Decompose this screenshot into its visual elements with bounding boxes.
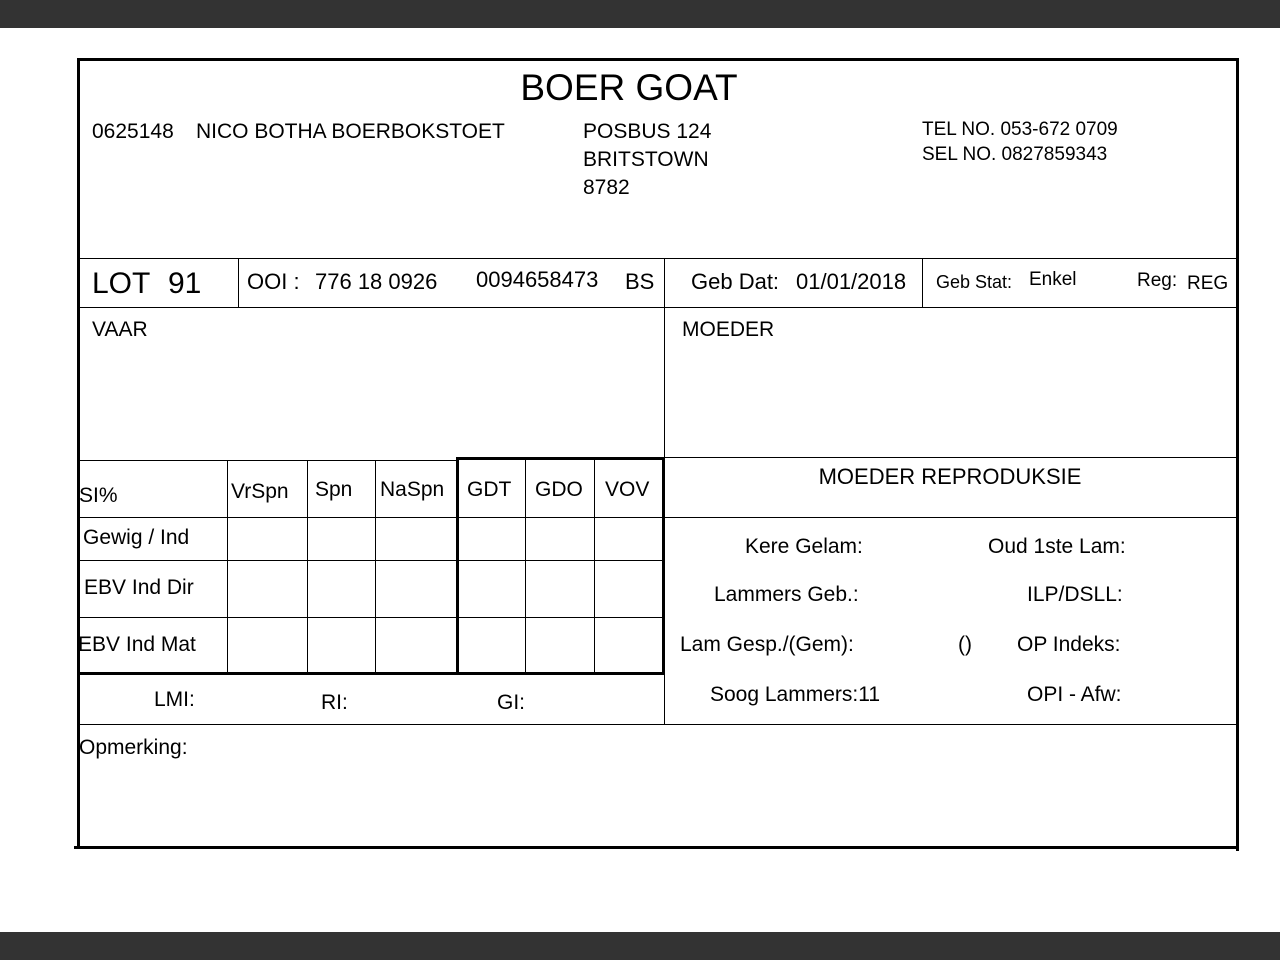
lmi-label: LMI:	[154, 688, 195, 711]
col-header-naspn: NaSpn	[380, 478, 445, 501]
reg-value: REG	[1187, 273, 1229, 294]
gi-label: GI:	[497, 691, 526, 714]
address-line-2: BRITSTOWN	[583, 148, 709, 171]
opi-afw-label: OPI - Afw:	[1027, 683, 1122, 706]
rule-below-lot-row	[80, 307, 1236, 308]
ilp-dsll-label: ILP/DSLL:	[1027, 583, 1123, 606]
cellphone: SEL NO. 0827859343	[922, 144, 1108, 165]
rule-below-header	[80, 258, 1236, 259]
rule-lot-divider	[238, 258, 239, 307]
frame-bottom	[74, 846, 1239, 849]
birth-date: 01/01/2018	[796, 269, 907, 294]
lot-label: LOT	[92, 267, 151, 300]
col-header-gdt: GDT	[467, 478, 512, 501]
telephone: TEL NO. 053-672 0709	[922, 119, 1118, 140]
oud-1ste-lam-label: Oud 1ste Lam:	[988, 535, 1126, 558]
rule-table-right	[662, 457, 665, 675]
rule-above-remarks	[80, 724, 1236, 725]
top-dark-band	[0, 0, 1280, 28]
row-label-ebv-ind-dir: EBV Ind Dir	[84, 576, 194, 599]
registration-number: 0094658473	[476, 267, 599, 292]
rule-col-c	[375, 460, 376, 674]
ri-label: RI:	[321, 691, 348, 714]
lam-gesp-label: Lam Gesp./(Gem):	[680, 633, 854, 656]
rule-below-row-1	[80, 560, 664, 561]
breeder-number: 0625148	[92, 120, 174, 143]
rule-col-e	[594, 460, 595, 674]
sire-label: VAAR	[92, 318, 148, 341]
lam-gesp-value: ()	[958, 633, 972, 656]
address-line-1: POSBUS 124	[583, 120, 712, 143]
birth-date-label: Geb Dat:	[691, 269, 780, 294]
rule-right-above-reproduction	[664, 457, 1236, 458]
rule-left-above-table	[80, 460, 458, 461]
rule-below-table-header	[80, 517, 1236, 518]
col-header-spn: Spn	[315, 478, 353, 501]
col-header-gdo: GDO	[535, 478, 583, 501]
op-indeks-label: OP Indeks:	[1017, 633, 1121, 656]
reg-label: Reg:	[1137, 270, 1178, 291]
row-label-gewig-ind: Gewig / Ind	[83, 526, 190, 549]
remarks-label: Opmerking:	[79, 736, 188, 759]
rule-col-a	[227, 460, 228, 674]
lot-number: 91	[168, 267, 202, 300]
birth-status: Enkel	[1029, 269, 1077, 290]
ooi-number: 776 18 0926	[315, 269, 438, 294]
dam-reproduction-title: MOEDER REPRODUKSIE	[818, 464, 1082, 489]
card-title: BOER GOAT	[520, 67, 738, 108]
si-percent-label: SI%	[79, 484, 118, 507]
frame-top	[77, 58, 1239, 61]
ooi-label: OOI :	[247, 269, 300, 294]
address-line-3: 8782	[583, 176, 630, 199]
rule-col-d	[525, 460, 526, 674]
dam-label: MOEDER	[682, 318, 775, 341]
kere-gelam-label: Kere Gelam:	[745, 535, 863, 558]
col-header-vrspn: VrSpn	[231, 480, 289, 503]
breed-code: BS	[625, 269, 655, 294]
soog-lammers-label: Soog Lammers:11	[710, 683, 881, 706]
rule-below-row-2	[80, 617, 664, 618]
rule-thick-table-top	[457, 457, 665, 460]
bottom-dark-band	[0, 932, 1280, 960]
rule-birth-divider	[922, 258, 923, 307]
rule-thick-table-bottom	[80, 672, 665, 675]
rule-col-b	[307, 460, 308, 674]
col-header-vov: VOV	[605, 478, 650, 501]
frame-left	[77, 58, 80, 849]
row-label-ebv-ind-mat: EBV Ind Mat	[78, 633, 196, 656]
breeder-name: NICO BOTHA BOERBOKSTOET	[196, 120, 505, 143]
birth-status-label: Geb Stat:	[936, 272, 1013, 292]
lammers-geb-label: Lammers Geb.:	[714, 583, 859, 606]
frame-right	[1236, 58, 1239, 851]
rule-col-thick	[456, 457, 459, 675]
